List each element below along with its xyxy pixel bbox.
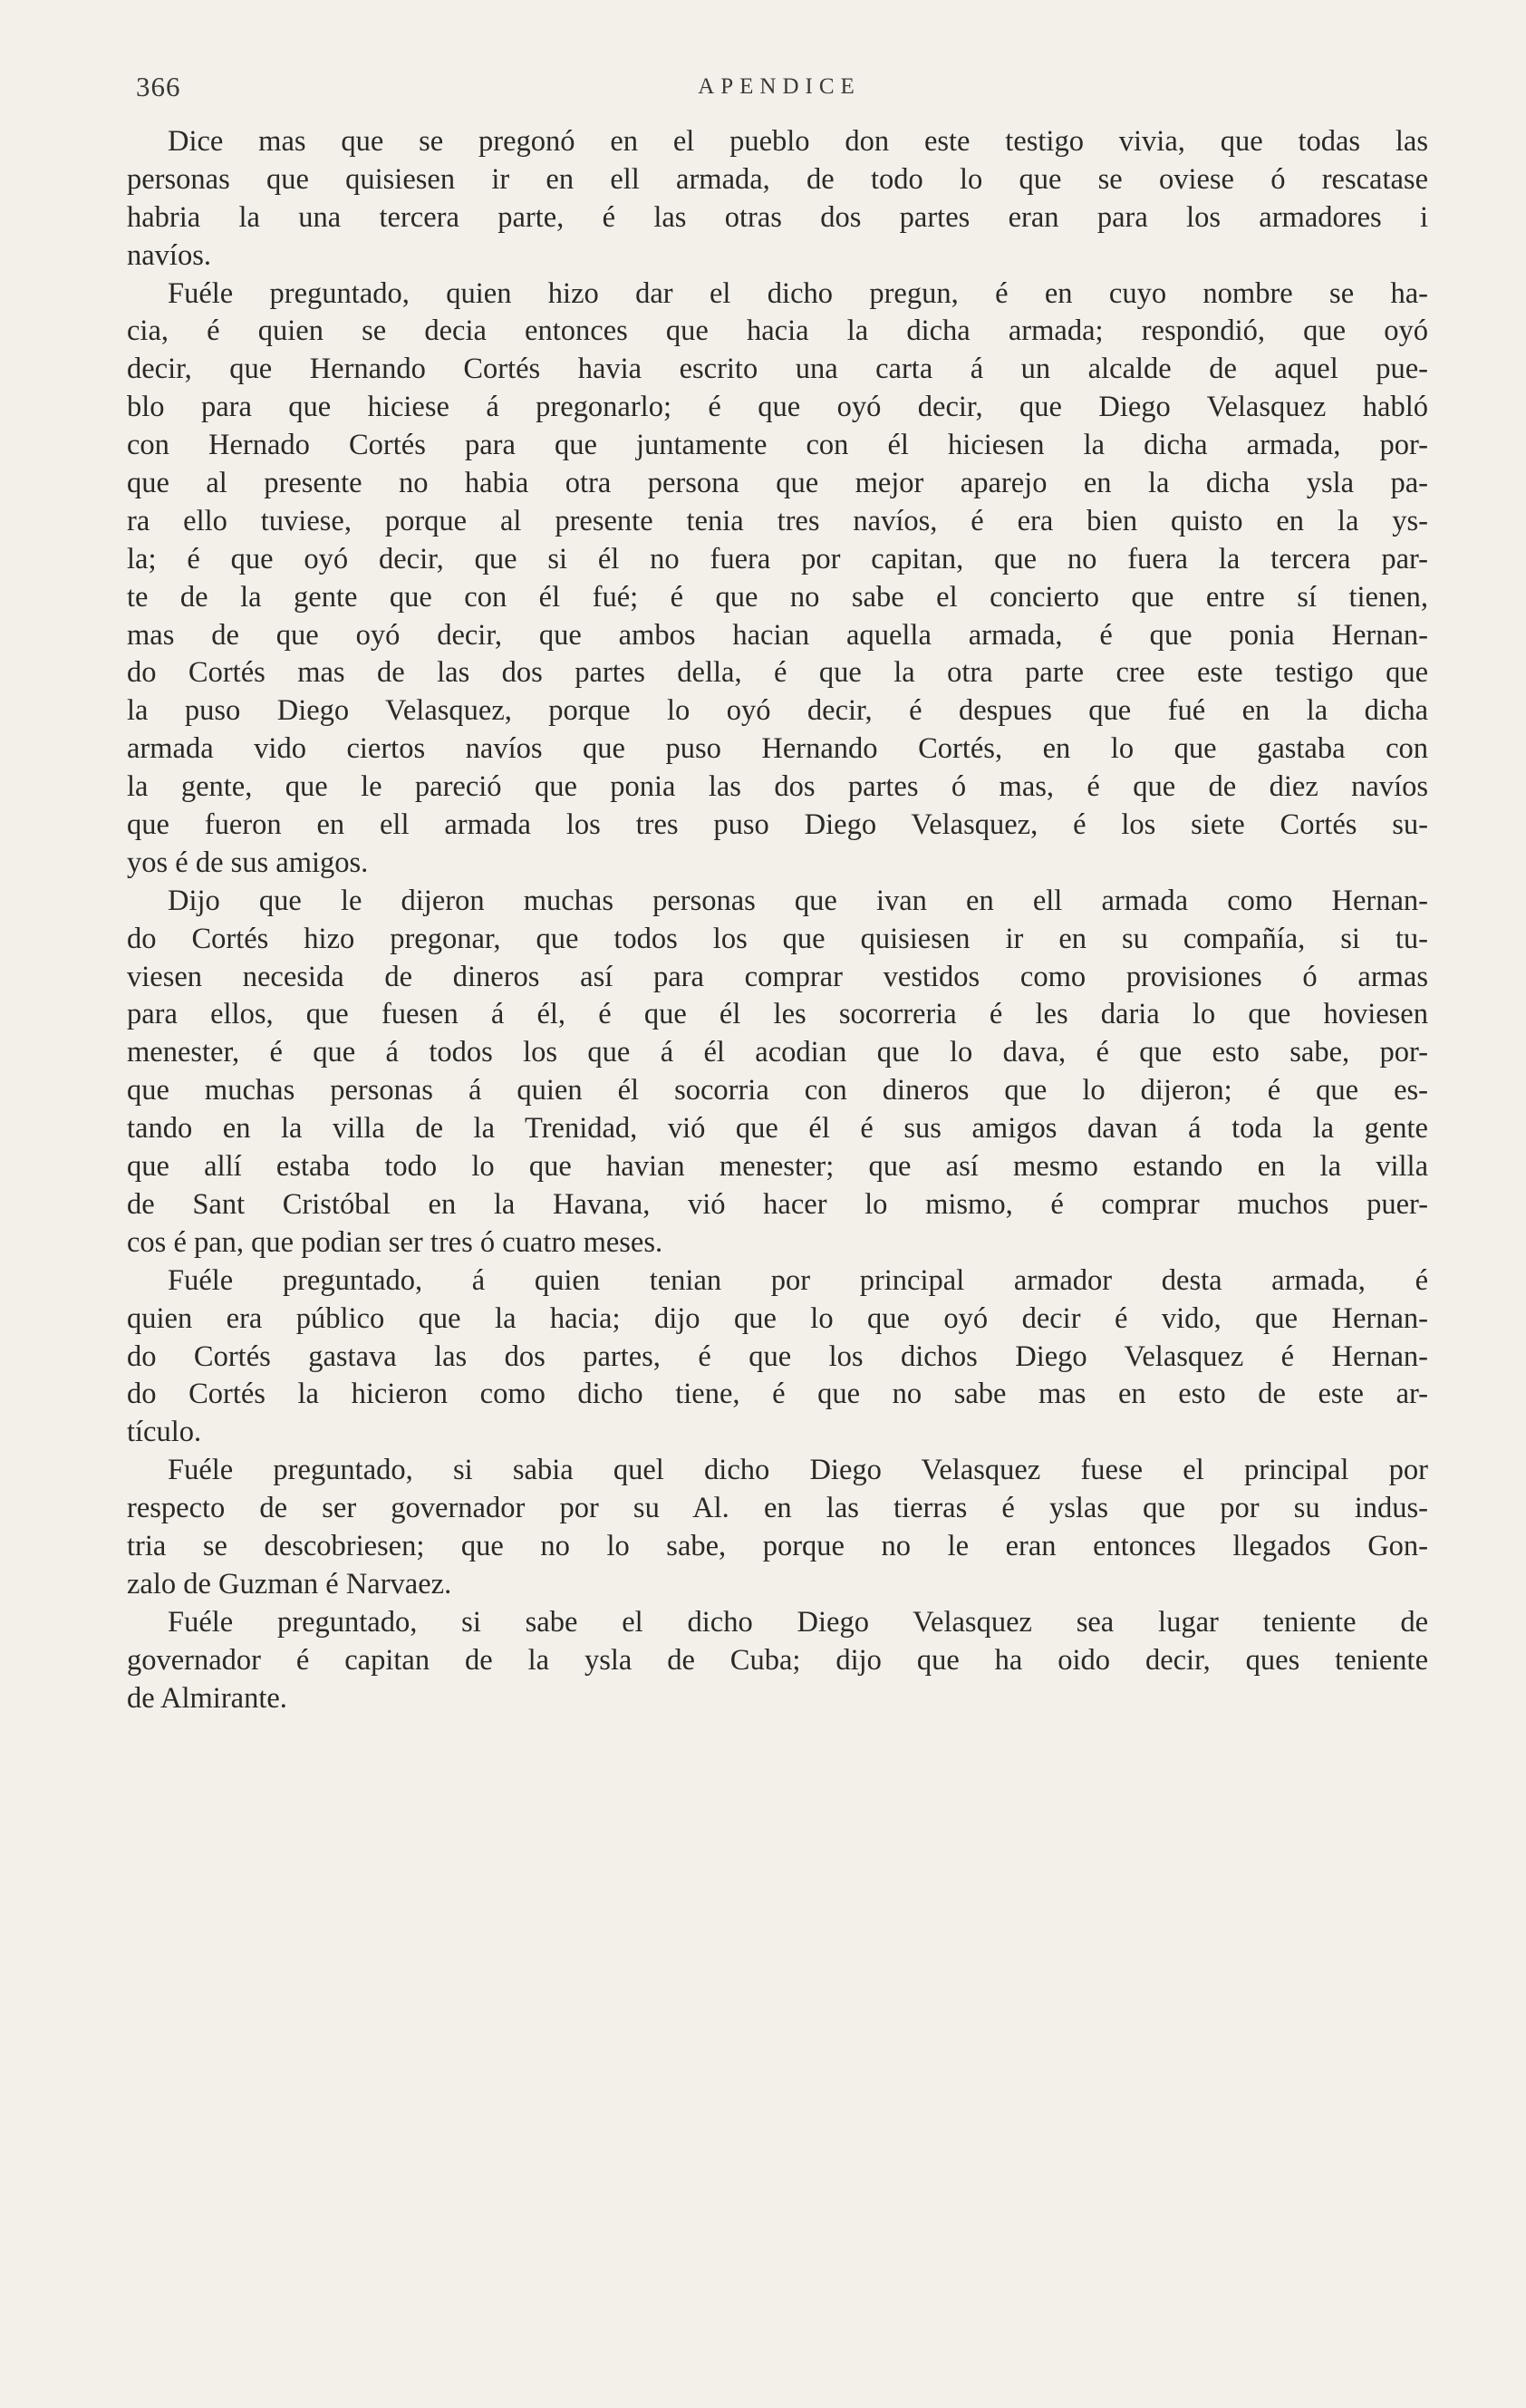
text-line: habria la una tercera parte, é las otras dos partes eran para los armadores i <box>127 200 1428 234</box>
page-number: 366 <box>136 71 181 102</box>
text-line: yos é de sus amigos. <box>127 846 369 879</box>
text-line: cia, é quien se decia entonces que hacia la dicha armada; respondió, que oyó <box>127 314 1428 348</box>
text-line: zalo de Guzman é Narvaez. <box>127 1567 452 1600</box>
text-line: ra ello tuviese, porque al presente tenia tres navíos, é era bien quisto en la ys- <box>127 504 1428 537</box>
paragraph <box>127 1452 1428 1604</box>
text-line: do Cortés hizo pregonar, que todos los que quisiesen ir en su compañía, si tu- <box>127 922 1428 955</box>
text-line: que muchas personas á quien él socorria con dineros que lo dijeron; é que es- <box>127 1074 1428 1107</box>
text-line: la gente, que le pareció que ponia las dos partes ó mas, é que de diez navíos <box>127 770 1428 804</box>
paragraph <box>127 1262 1428 1452</box>
text-line: Dijo que le dijeron muchas personas que ivan en ell armada como Hernan- <box>168 884 1428 917</box>
paragraph <box>127 123 1428 276</box>
text-line: navíos. <box>127 238 211 272</box>
text-line: respecto de ser governador por su Al. en las tierras é yslas que por su indus- <box>127 1492 1428 1525</box>
text-line: Fuéle preguntado, si sabe el dicho Diego Velasquez sea lugar teniente de <box>168 1605 1428 1639</box>
paragraph <box>127 276 1428 883</box>
text-line: tria se descobriesen; que no lo sabe, porque no le eran entonces llegados Gon- <box>127 1529 1428 1562</box>
text-line: do Cortés la hicieron como dicho tiene, é que no sabe mas en esto de este ar- <box>127 1378 1428 1411</box>
text-line: de Sant Cristóbal en la Havana, vió hacer lo mismo, é comprar muchos puer- <box>127 1187 1428 1221</box>
text-line: para ellos, que fuesen á él, é que él les socorreria é les daria lo que hoviesen <box>127 998 1428 1031</box>
text-line: que al presente no habia otra persona que mejor aparejo en la dicha ysla pa- <box>127 467 1428 500</box>
text-line: do Cortés gastava las dos partes, é que los dichos Diego Velasquez é Hernan- <box>127 1339 1428 1373</box>
text-line: decir, que Hernando Cortés havia escrito una carta á un alcalde de aquel pue- <box>127 353 1428 386</box>
text-line: armada vido ciertos navíos que puso Hernando Cortés, en lo que gastaba con <box>127 732 1428 766</box>
text-line: la puso Diego Velasquez, porque lo oyó decir, é despues que fué en la dicha <box>127 694 1428 728</box>
text-line: con Hernado Cortés para que juntamente con él hiciesen la dicha armada, por- <box>127 429 1428 462</box>
text-line: Fuéle preguntado, quien hizo dar el dicho pregun, é en cuyo nombre se ha- <box>168 276 1428 310</box>
paragraph <box>127 1604 1428 1718</box>
page-header <box>136 71 1423 116</box>
text-line: menester, é que á todos los que á él acodian que lo dava, é que esto sabe, por- <box>127 1036 1428 1069</box>
text-line: que allí estaba todo lo que havian menester; que así mesmo estando en la villa <box>127 1150 1428 1184</box>
text-line: te de la gente que con él fué; é que no sabe el concierto que entre sí tienen, <box>127 580 1428 614</box>
text-line: tículo. <box>127 1416 202 1449</box>
text-line: do Cortés mas de las dos partes della, é que la otra parte cree este testigo que <box>127 656 1428 690</box>
text-line: de Almirante. <box>127 1681 287 1715</box>
body-text <box>127 123 1428 1717</box>
text-line: quien era público que la hacia; dijo que lo que oyó decir é vido, que Hernan- <box>127 1301 1428 1335</box>
running-head: APENDICE <box>698 74 861 99</box>
text-line: cos é pan, que podian ser tres ó cuatro meses. <box>127 1225 663 1259</box>
text-line: Dice mas que se pregonó en el pueblo don este testigo vivia, que todas las <box>168 125 1428 158</box>
text-line: blo para que hiciese á pregonarlo; é que oyó decir, que Diego Velasquez habló <box>127 391 1428 424</box>
text-line: viesen necesida de dineros así para comprar vestidos como provisiones ó armas <box>127 960 1428 993</box>
text-line: governador é capitan de la ysla de Cuba; dijo que ha oido decir, ques teniente <box>127 1643 1428 1677</box>
paragraph <box>127 883 1428 1262</box>
text-line: tando en la villa de la Trenidad, vió que él é sus amigos davan á toda la gente <box>127 1112 1428 1146</box>
text-line: que fueron en ell armada los tres puso Diego Velasquez, é los siete Cortés su- <box>127 808 1428 842</box>
text-line: Fuéle preguntado, á quien tenian por principal armador desta armada, é <box>168 1263 1428 1297</box>
text-line: mas de que oyó decir, que ambos hacian aquella armada, é que ponia Hernan- <box>127 618 1428 652</box>
text-line: personas que quisiesen ir en ell armada, de todo lo que se oviese ó rescatase <box>127 162 1428 196</box>
text-line: la; é que oyó decir, que si él no fuera por capitan, que no fuera la tercera par- <box>127 542 1428 575</box>
text-line: Fuéle preguntado, si sabia quel dicho Diego Velasquez fuese el principal por <box>168 1454 1428 1487</box>
